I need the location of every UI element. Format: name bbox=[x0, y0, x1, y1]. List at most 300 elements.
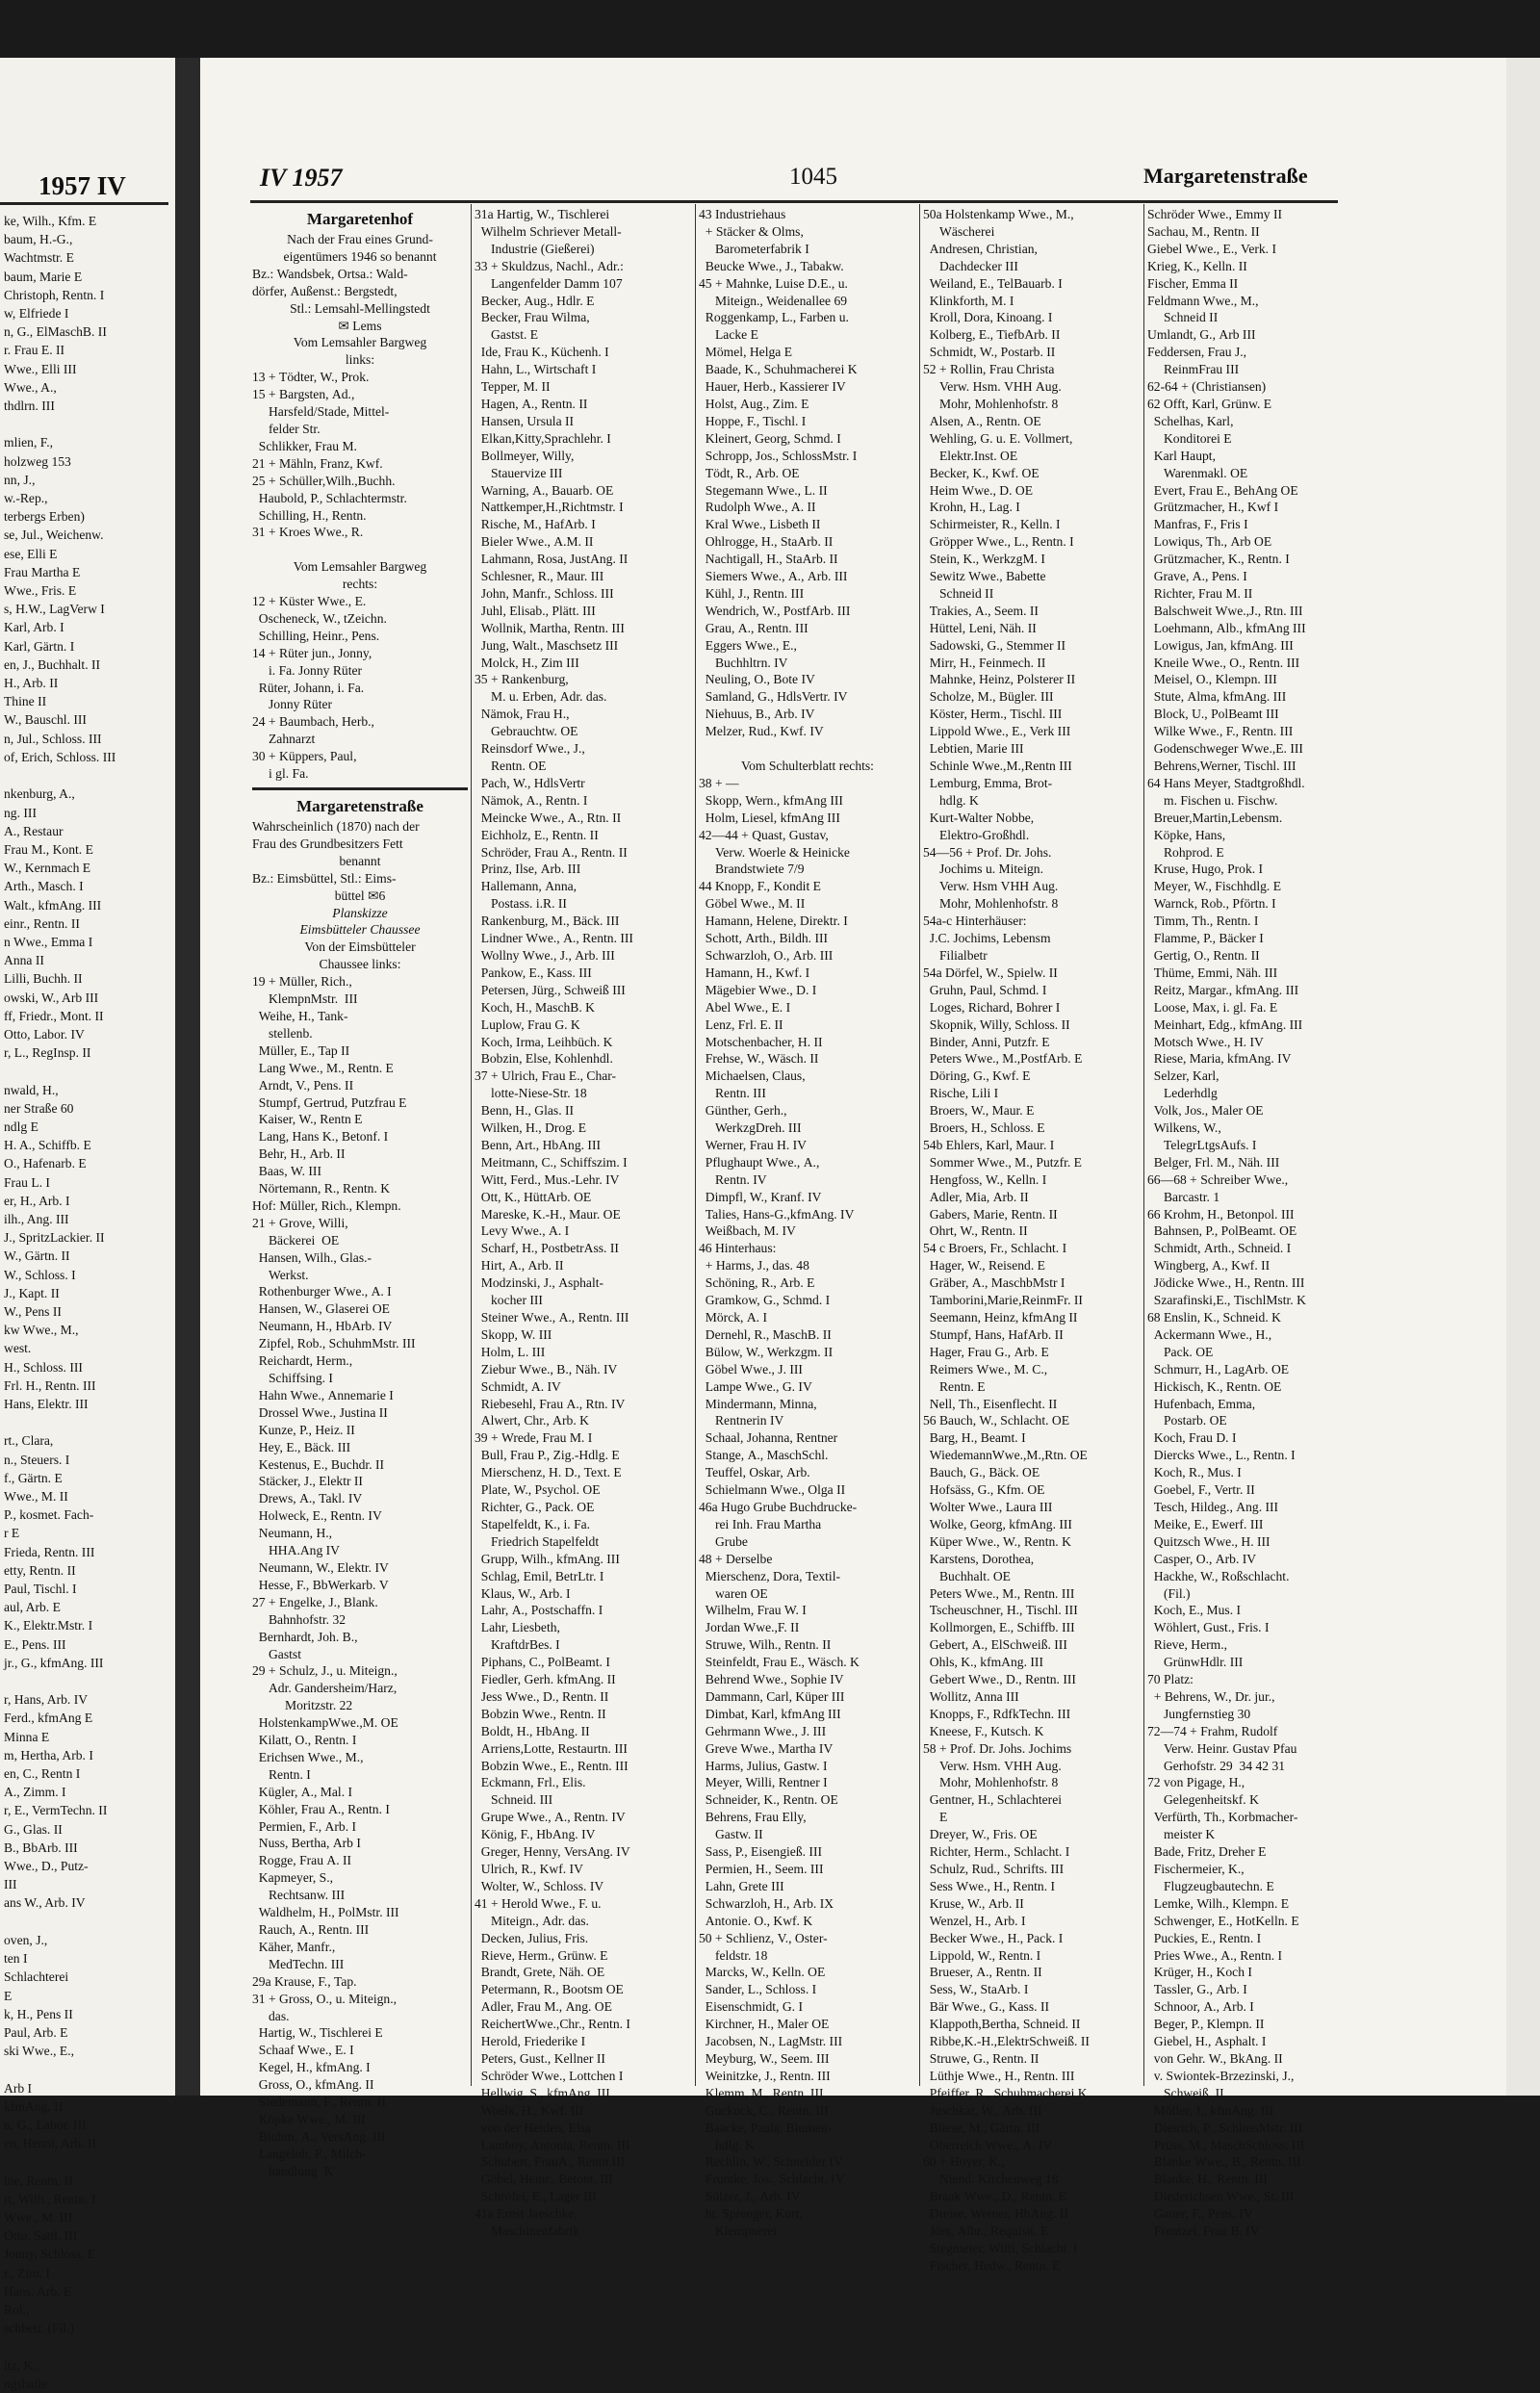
directory-entry: Sommer Wwe., M., Putzfr. E bbox=[923, 1154, 1082, 1170]
left-page-line: nwald, H., bbox=[4, 1082, 59, 1097]
directory-entry: Schwarzloh, H., Arb. IX bbox=[699, 1895, 834, 1911]
directory-entry: lotte-Niese-Str. 18 bbox=[475, 1086, 587, 1101]
directory-entry: rechts: bbox=[342, 577, 378, 592]
directory-entry: 58 + Prof. Dr. Johs. Jochims bbox=[923, 1740, 1072, 1756]
directory-entry: Schneid II bbox=[1147, 310, 1219, 325]
directory-entry: Evert, Frau E., BehAng OE bbox=[1147, 482, 1298, 498]
directory-entry: Bollmeyer, Willy, bbox=[475, 448, 575, 463]
directory-entry: Bülow, W., Werkzgm. II bbox=[699, 1344, 834, 1359]
directory-entry: Friedrich Stapelfeldt bbox=[475, 1533, 600, 1549]
directory-entry: 68 Enslin, K., Schneid. K bbox=[1147, 1310, 1281, 1325]
directory-entry: 50 + Schlienz, V., Oster- bbox=[699, 1930, 828, 1945]
directory-entry: Pankow, E., Kass. III bbox=[475, 965, 592, 980]
directory-entry: Lahmann, Rosa, JustAng. II bbox=[475, 552, 629, 567]
directory-entry: Pack. OE bbox=[1147, 1344, 1214, 1359]
directory-entry: Volk, Jos., Maler OE bbox=[1147, 1103, 1264, 1119]
directory-entry: Fruntke, Jos., Schlacht. IV bbox=[699, 2172, 845, 2187]
directory-entry: Gentner, H., Schlachterei bbox=[923, 1792, 1063, 1808]
directory-entry: Prinz, Ilse, Arb. III bbox=[475, 862, 581, 877]
directory-entry: Stedemann, F., Rentn. II bbox=[252, 2095, 386, 2110]
left-page-line: thdlrn. III bbox=[4, 399, 55, 414]
directory-entry: Chaussee links: bbox=[319, 957, 401, 972]
directory-entry: Peters Wwe., M., Rentn. III bbox=[923, 1585, 1075, 1601]
directory-entry: Günther, Gerh., bbox=[699, 1103, 787, 1119]
directory-entry: Grave, A., Pens. I bbox=[1147, 569, 1247, 584]
directory-entry: Blanke, H., Rentn. III bbox=[1147, 2172, 1268, 2187]
directory-entry: Karl Haupt, bbox=[1147, 448, 1216, 463]
directory-entry: Gastst. E bbox=[475, 327, 539, 343]
directory-entry: Greger, Henny, VersAng. IV bbox=[475, 1844, 630, 1860]
left-page-line: Jonny, Schloss. E bbox=[4, 2247, 96, 2262]
directory-entry: Behrend Wwe., Sophie IV bbox=[699, 1672, 844, 1687]
directory-entry: Marcks, W., Kelln. OE bbox=[699, 1965, 826, 1980]
directory-entry: Abel Wwe., E. I bbox=[699, 999, 791, 1015]
directory-entry: Rechtsanw. III bbox=[252, 1888, 346, 1903]
left-page-line: owski, W., Arb III bbox=[4, 990, 99, 1005]
directory-entry: Meisel, O., Klempn. III bbox=[1147, 672, 1277, 687]
directory-entry: 39 + Wrede, Frau M. I bbox=[475, 1430, 593, 1446]
directory-entry: Rechlin, W., Schneider IV bbox=[699, 2154, 843, 2170]
directory-entry: Hahn Wwe., Annemarie I bbox=[252, 1387, 394, 1402]
column-divider bbox=[1143, 204, 1144, 2086]
directory-entry: Bobzin, Else, Kohlenhdl. bbox=[475, 1051, 613, 1067]
directory-entry: Wolter Wwe., Laura III bbox=[923, 1499, 1053, 1514]
directory-entry: 21 + Grove, Willi, bbox=[252, 1215, 348, 1230]
directory-entry: Lippold Wwe., E., Verk III bbox=[923, 724, 1071, 739]
directory-entry: Kolberg, E., TiefbArb. II bbox=[923, 327, 1061, 343]
directory-entry: Warnck, Rob., Pförtn. I bbox=[1147, 896, 1276, 912]
directory-entry: Gelegenheitskf. K bbox=[1147, 1792, 1259, 1808]
directory-entry: Bahnhofstr. 32 bbox=[252, 1611, 346, 1627]
directory-entry: Wäscherei bbox=[923, 223, 995, 239]
left-page-line bbox=[4, 2152, 173, 2171]
directory-entry: Ulrich, R., Kwf. IV bbox=[475, 1862, 583, 1876]
left-page-line: n, G., Labor. III bbox=[4, 2117, 87, 2132]
directory-entry: Lemburg, Emma, Brot- bbox=[923, 775, 1053, 790]
directory-entry: Weißbach, M. IV bbox=[699, 1223, 796, 1239]
left-page-line: Walt., kfmAng. III bbox=[4, 897, 102, 913]
directory-entry: Schilling, H., Rentn. bbox=[252, 507, 367, 523]
directory-entry: Adler, Mia, Arb. II bbox=[923, 1189, 1029, 1204]
directory-entry: M. u. Erben, Adr. das. bbox=[475, 689, 607, 705]
directory-entry: Wahrscheinlich (1870) nach der bbox=[252, 819, 420, 834]
left-page-line: nn, J., bbox=[4, 472, 36, 487]
directory-entry: Warning, A., Bauarb. OE bbox=[475, 482, 614, 498]
directory-entry: Stein, K., WerkzgM. I bbox=[923, 552, 1045, 567]
directory-entry: Schlesner, R., Maur. III bbox=[475, 569, 604, 584]
directory-entry: Richter, G., Pack. OE bbox=[475, 1499, 595, 1514]
directory-entry: Schneider, K., Rentn. OE bbox=[699, 1792, 838, 1808]
directory-entry: Skopp, W. III bbox=[475, 1326, 552, 1342]
directory-entry: Flugzeugbautechn. E bbox=[1147, 1878, 1274, 1893]
directory-entry: HHA.Ang IV bbox=[252, 1543, 340, 1558]
directory-entry: Kneese, F., Kutsch. K bbox=[923, 1723, 1044, 1738]
directory-entry: Feddersen, Frau J., bbox=[1147, 345, 1247, 360]
directory-entry: Bz.: Eimsbüttel, Stl.: Eims- bbox=[252, 870, 397, 886]
directory-entry: Frau des Grundbesitzers Fett bbox=[252, 836, 403, 851]
left-page-line: Anna II bbox=[4, 953, 44, 968]
directory-entry: Ziebur Wwe., B., Näh. IV bbox=[475, 1361, 618, 1377]
left-page-rule bbox=[0, 202, 168, 205]
left-page-line: west. bbox=[4, 1341, 32, 1356]
directory-entry: Lenz, Frl. E. II bbox=[699, 1016, 783, 1032]
left-page-line: se, Jul., Weichenw. bbox=[4, 527, 104, 543]
directory-entry: 70 Platz: bbox=[1147, 1672, 1194, 1687]
directory-entry: Gruhn, Paul, Schmd. I bbox=[923, 982, 1047, 997]
directory-entry: 54a-c Hinterhäuser: bbox=[923, 913, 1027, 929]
directory-entry: Guckuck, C., Rentn. III bbox=[699, 2102, 829, 2118]
directory-entry: Luplow, Frau G. K bbox=[475, 1016, 580, 1032]
directory-entry: Riebesehl, Frau A., Rtn. IV bbox=[475, 1396, 626, 1411]
directory-entry: Buchhltrn. IV bbox=[699, 655, 788, 670]
directory-entry: Klemm, M., Rentn. III bbox=[699, 2085, 824, 2100]
directory-entry: Schröder Wwe., Lottchen I bbox=[475, 2068, 624, 2083]
directory-entry: Jödicke Wwe., H., Rentn. III bbox=[1147, 1275, 1305, 1291]
directory-entry: Puckies, E., Rentn. I bbox=[1147, 1930, 1262, 1945]
directory-entry: Eimsbütteler Chaussee bbox=[299, 922, 421, 938]
directory-entry: Schulz, Rud., Schrifts. III bbox=[923, 1862, 1065, 1876]
directory-entry: Barcastr. 1 bbox=[1147, 1189, 1220, 1204]
directory-entry: Vom Schulterblatt rechts: bbox=[741, 759, 874, 773]
directory-entry: Krieg, K., Kelln. II bbox=[1147, 258, 1247, 273]
left-page-line: Frieda, Rentn. III bbox=[4, 1544, 95, 1559]
directory-entry: Skopnik, Willy, Schloss. II bbox=[923, 1016, 1070, 1032]
directory-entry: Schelhas, Karl, bbox=[1147, 413, 1234, 428]
directory-entry: Nörtemann, R., Rentn. K bbox=[252, 1181, 391, 1196]
directory-entry: Sewitz Wwe., Babette bbox=[923, 569, 1046, 584]
directory-entry: 27 + Engelke, J., Blank. bbox=[252, 1594, 378, 1609]
directory-entry: Gräber, A., MaschbMstr I bbox=[923, 1275, 1065, 1291]
directory-entry: Stapelfeldt, K., i. Fa. bbox=[475, 1516, 591, 1531]
directory-entry: Wolke, Georg, kfmAng. III bbox=[923, 1516, 1072, 1531]
directory-entry: Hager, Frau G., Arb. E bbox=[923, 1344, 1049, 1359]
directory-entry: Göbel Wwe., J. III bbox=[699, 1361, 803, 1377]
directory-entry: Trakies, A., Seem. II bbox=[923, 603, 1039, 618]
directory-entry: Rohprod. E bbox=[1147, 844, 1224, 860]
directory-entry: Neumann, H., bbox=[252, 1526, 333, 1541]
directory-entry: Permien, F., Arb. I bbox=[252, 1818, 357, 1834]
directory-entry: Schropp, Jos., SchlossMstr. I bbox=[699, 448, 858, 463]
directory-entry: Hickisch, K., Rentn. OE bbox=[1147, 1378, 1282, 1394]
directory-entry: Eggers Wwe., E., bbox=[699, 637, 797, 653]
directory-entry: Lowiqus, Th., Arb OE bbox=[1147, 534, 1272, 550]
directory-entry: Loges, Richard, Bohrer I bbox=[923, 999, 1061, 1015]
directory-entry: Jochims u. Miteign. bbox=[923, 862, 1043, 877]
directory-entry: Bobzin Wwe., E., Rentn. III bbox=[475, 1758, 629, 1773]
directory-entry: Gramkow, G., Schmd. I bbox=[699, 1293, 831, 1308]
directory-entry: Schirmeister, R., Kelln. I bbox=[923, 517, 1061, 532]
directory-entry: Meyer, W., Fischhdlg. E bbox=[1147, 879, 1282, 894]
directory-entry: 46a Hugo Grube Buchdrucke- bbox=[699, 1499, 858, 1514]
directory-entry: Nämok, Frau H., bbox=[475, 707, 570, 722]
directory-entry: Dernehl, R., MaschB. II bbox=[699, 1326, 832, 1342]
directory-entry: Kegel, H., kfmAng. I bbox=[252, 2060, 371, 2075]
directory-entry: Fischer, Emma II bbox=[1147, 275, 1239, 291]
directory-entry: Loehmann, Alb., kfmAng III bbox=[1147, 620, 1306, 635]
left-page-line: ff, Friedr., Mont. II bbox=[4, 1008, 104, 1023]
directory-entry: Schilling, Heinr., Pens. bbox=[252, 628, 380, 643]
directory-entry: Koch, Frau D. I bbox=[1147, 1430, 1237, 1446]
directory-entry: das. bbox=[252, 2008, 290, 2023]
left-page-line: III bbox=[4, 1877, 17, 1892]
directory-entry: Kleinert, Georg, Schmd. I bbox=[699, 430, 841, 446]
directory-entry: Lamboy, Antonia, Rentn. III bbox=[475, 2137, 630, 2152]
directory-entry: Schiffsing. I bbox=[252, 1371, 333, 1385]
directory-entry: Lang Wwe., M., Rentn. E bbox=[252, 1060, 394, 1075]
directory-entry: Rieve, Herm., Grünw. E bbox=[475, 1947, 608, 1963]
left-page-line: Otto, Sattl. III bbox=[4, 2228, 78, 2244]
directory-entry: Vom Lemsahler Bargweg bbox=[293, 335, 427, 350]
directory-entry: Benn, Art., HbAng. III bbox=[475, 1137, 602, 1152]
directory-entry: Motschenbacher, H. II bbox=[699, 1034, 823, 1049]
directory-entry: Wilhelm, Frau W. I bbox=[699, 1603, 807, 1618]
directory-entry: Schmurr, H., LagArb. OE bbox=[1147, 1361, 1290, 1377]
directory-entry: Wilhelm Schriever Metall- bbox=[475, 223, 622, 239]
directory-entry: Nach der Frau eines Grund- bbox=[287, 232, 433, 246]
left-page-line: Wwe., Elli III bbox=[4, 361, 77, 376]
directory-entry: Niehuus, B., Arb. IV bbox=[699, 707, 815, 722]
directory-entry: Bade, Fritz, Dreher E bbox=[1147, 1844, 1267, 1860]
directory-entry: Lippold, W., Rentn. I bbox=[923, 1947, 1041, 1963]
directory-entry: Gauer, F., Pens. IV bbox=[1147, 2206, 1253, 2222]
directory-entry: Erichsen Wwe., M., bbox=[252, 1749, 364, 1764]
directory-entry: Verw. Woerle & Heinicke bbox=[699, 844, 850, 860]
directory-entry: Göbel, Heinr., Betont. III bbox=[475, 2172, 613, 2187]
directory-entry: Kral Wwe., Lisbeth II bbox=[699, 517, 821, 532]
directory-entry: MedTechn. III bbox=[252, 1956, 345, 1971]
left-page-line: Frau L. I bbox=[4, 1174, 50, 1190]
directory-entry: Drews, A., Takl. IV bbox=[252, 1491, 363, 1506]
directory-entry: Elektro-Großhdl. bbox=[923, 827, 1030, 842]
directory-entry: 38 + — bbox=[699, 775, 739, 790]
directory-entry: Behrens,Werner, Tischl. III bbox=[1147, 759, 1296, 773]
directory-entry: 60 + Hoyer, K., bbox=[923, 2154, 1005, 2170]
left-page-line: er, H., Arb. I bbox=[4, 1193, 70, 1208]
directory-entry: Rentn. IV bbox=[699, 1171, 767, 1187]
directory-entry: Rische, Lili I bbox=[923, 1086, 999, 1101]
directory-entry: Verw. Heinr. Gustav Pfau bbox=[1147, 1740, 1297, 1756]
directory-entry: 72—74 + Frahm, Rudolf bbox=[1147, 1723, 1278, 1738]
directory-entry: Oberreich Wwe., A. IV bbox=[923, 2137, 1053, 2152]
directory-entry: Jung, Walt., Maschsetz III bbox=[475, 637, 619, 653]
directory-entry: Lowigus, Jan, kfmAng. III bbox=[1147, 637, 1294, 653]
directory-entry: Harsfeld/Stade, Mittel- bbox=[252, 404, 390, 420]
directory-entry: Hoppe, F., Tischl. I bbox=[699, 413, 807, 428]
directory-entry: 62 Offt, Karl, Grünw. E bbox=[1147, 396, 1272, 411]
left-page-line bbox=[4, 1062, 173, 1080]
column-divider bbox=[695, 204, 696, 2086]
directory-entry: 14 + Rüter jun., Jonny, bbox=[252, 645, 372, 660]
directory-entry: Stegemann Wwe., L. II bbox=[699, 482, 828, 498]
directory-entry: Oscheneck, W., tZeichn. bbox=[252, 610, 387, 626]
directory-entry: Elektr.Inst. OE bbox=[923, 448, 1018, 463]
left-page-header: 1957 IV bbox=[38, 171, 126, 200]
left-page-line: oven, J., bbox=[4, 1932, 48, 1947]
directory-entry: Stl.: Lemsahl-Mellingstedt bbox=[290, 300, 430, 316]
directory-entry: Stäcker, J., Elektr II bbox=[252, 1474, 363, 1489]
directory-entry: Beucke Wwe., J., Tabakw. bbox=[699, 258, 844, 273]
left-page-line: Schlachterei bbox=[4, 1969, 69, 1985]
directory-entry: Dachdecker III bbox=[923, 258, 1018, 273]
directory-entry: 50a Holstenkamp Wwe., M., bbox=[923, 207, 1074, 221]
directory-entry: Neumann, H., HbArb. IV bbox=[252, 1319, 393, 1334]
directory-entry: Knopps, F., RdfkTechn. III bbox=[923, 1706, 1071, 1721]
left-page-line: W., Kernmach E bbox=[4, 861, 91, 876]
directory-entry: Neumann, W., Elektr. IV bbox=[252, 1559, 389, 1575]
left-page-line bbox=[4, 1913, 173, 1931]
left-page-line: einr., Rentn. II bbox=[4, 915, 80, 931]
directory-entry: Dimbat, Karl, kfmAng III bbox=[699, 1706, 841, 1721]
directory-entry: KraftdrBes. I bbox=[475, 1637, 560, 1653]
directory-entry: Sadowski, G., Stemmer II bbox=[923, 637, 1066, 653]
directory-entry: Diederichsen Wwe., St. III bbox=[1147, 2189, 1295, 2204]
left-page-line bbox=[4, 1413, 173, 1431]
left-page-line: ilh., Ang. III bbox=[4, 1211, 69, 1226]
directory-entry: Struwe, G., Rentn. II bbox=[923, 2050, 1040, 2066]
directory-entry: Richter, Frau M. II bbox=[1147, 585, 1253, 601]
directory-entry: Postass. i.R. II bbox=[475, 896, 567, 912]
directory-entry: Mahnke, Heinz, Polsterer II bbox=[923, 672, 1076, 687]
directory-entry: Hesse, F., BbWerkarb. V bbox=[252, 1577, 389, 1592]
directory-entry: Gabers, Marie, Rentn. II bbox=[923, 1206, 1058, 1222]
directory-entry: 31 + Kroes Wwe., R. bbox=[252, 525, 364, 540]
directory-entry: Antonie. O., Kwf. K bbox=[699, 1913, 813, 1928]
directory-entry: Haubold, P., Schlachtermstr. bbox=[252, 490, 407, 505]
directory-entry: Rentn. E bbox=[923, 1378, 986, 1394]
left-page-line: ke, Wilh., Kfm. E bbox=[4, 214, 97, 228]
directory-entry: 13 + Tödter, W., Prok. bbox=[252, 370, 370, 385]
directory-entry: Schmidt, W., Postarb. II bbox=[923, 345, 1056, 360]
directory-entry: TelegrLtgsAufs. I bbox=[1147, 1137, 1257, 1152]
left-page-line: n, Jul., Schloss. III bbox=[4, 731, 102, 746]
directory-entry: Kruse, Hugo, Prok. I bbox=[1147, 862, 1264, 877]
directory-entry: 31a Hartig, W., Tischlerei bbox=[475, 207, 610, 221]
directory-entry: Steinfeldt, Frau E., Wäsch. K bbox=[699, 1655, 860, 1670]
directory-entry: Meyer, Willi, Rentner I bbox=[699, 1775, 828, 1790]
left-page-line: Ferd., kfmAng E bbox=[4, 1711, 93, 1726]
directory-entry: ht. Sprenger, Kurt, bbox=[699, 2206, 803, 2222]
directory-entry: 54—56 + Prof. Dr. Johs. bbox=[923, 844, 1052, 860]
directory-entry: Braak Wwe., D., Rentn. E bbox=[923, 2189, 1067, 2204]
directory-entry: Hengfoss, W., Kelln. I bbox=[923, 1171, 1047, 1187]
directory-entry: Rüter, Johann, i. Fa. bbox=[252, 680, 365, 695]
directory-entry: Eisenschmidt, G. I bbox=[699, 1999, 803, 2015]
directory-entry: Bluhm, A., VersAng. III bbox=[252, 2128, 386, 2144]
directory-entry: Sass, P., Eisengieß. III bbox=[699, 1844, 822, 1860]
directory-entry: Baade, K., Schuhmacherei K bbox=[699, 362, 858, 377]
directory-entry: Bär Wwe., G., Kass. II bbox=[923, 1999, 1049, 2015]
directory-entry: Kroll, Dora, Kinoang. I bbox=[923, 310, 1053, 325]
directory-entry: Koch, R., Mus. I bbox=[1147, 1465, 1242, 1480]
directory-entry: Belger, Frl. M., Näh. III bbox=[1147, 1154, 1280, 1170]
left-page-line: Lilli, Buchh. II bbox=[4, 971, 83, 987]
directory-entry: Nattkemper,H.,Richtmstr. I bbox=[475, 500, 624, 515]
directory-entry: hdlg. K bbox=[699, 2137, 755, 2152]
left-page-line: terbergs Erben) bbox=[4, 509, 85, 525]
directory-entry: Krüger, H., Koch I bbox=[1147, 1965, 1252, 1980]
directory-entry: Piphans, C., PolBeamt. I bbox=[475, 1655, 610, 1670]
directory-entry: Mierschenz, H. D., Text. E bbox=[475, 1465, 622, 1480]
directory-entry: Diercks Wwe., L., Rentn. I bbox=[1147, 1448, 1296, 1463]
column-divider bbox=[919, 204, 920, 2086]
directory-entry: Hager, W., Reisend. E bbox=[923, 1258, 1045, 1274]
left-page-line: baum, Marie E bbox=[4, 269, 83, 284]
directory-entry: hdlg. K bbox=[923, 792, 979, 808]
directory-entry: Reitz, Margar., kfmAng. III bbox=[1147, 982, 1299, 997]
directory-entry: Küper Wwe., W., Rentn. K bbox=[923, 1533, 1071, 1549]
directory-entry: Petermann, R., Bootsm OE bbox=[475, 1982, 624, 1997]
directory-entry: GrünwHdlr. III bbox=[1147, 1655, 1244, 1670]
directory-entry: Tesch, Hildeg., Ang. III bbox=[1147, 1499, 1279, 1514]
directory-entry: Verfürth, Th., Korbmacher- bbox=[1147, 1810, 1298, 1825]
directory-entry: Binder, Anni, Putzfr. E bbox=[923, 1034, 1050, 1049]
directory-entry: Giebel Wwe., E., Verk. I bbox=[1147, 241, 1276, 256]
directory-entry: Seemann, Heinz, kfmAng II bbox=[923, 1310, 1078, 1325]
directory-entry: Jonny Rüter bbox=[252, 697, 333, 712]
directory-entry: Brueser, A., Rentn. II bbox=[923, 1965, 1042, 1980]
directory-entry: HolstenkampWwe.,M. OE bbox=[252, 1715, 398, 1731]
directory-entry: Frehse, W., Wäsch. II bbox=[699, 1051, 819, 1067]
left-page-line: B., BbArb. III bbox=[4, 1840, 78, 1855]
directory-entry: 29 + Schulz, J., u. Miteign., bbox=[252, 1663, 398, 1679]
left-page-line: Paul, Arb. E bbox=[4, 2024, 68, 2040]
directory-entry: Schmidt, A. IV bbox=[475, 1378, 561, 1394]
directory-entry: Steiner Wwe., A., Rentn. III bbox=[475, 1310, 629, 1325]
directory-entry: 52 + Rollin, Frau Christa bbox=[923, 362, 1055, 377]
directory-entry: Juhl, Elisab., Plätt. III bbox=[475, 603, 596, 618]
directory-entry: Boldt, H., HbAng. II bbox=[475, 1723, 590, 1738]
directory-entry: Wöhlert, Gust., Fris. I bbox=[1147, 1620, 1270, 1635]
left-page-line: en, C., Rentn I bbox=[4, 1766, 81, 1782]
directory-entry: Industrie (Gießerei) bbox=[475, 241, 595, 256]
directory-entry: Müller, E., Tap II bbox=[252, 1042, 350, 1058]
directory-entry: 31 + Gross, O., u. Miteign., bbox=[252, 1991, 398, 2006]
directory-entry: Schaaf Wwe., E. I bbox=[252, 2043, 354, 2058]
directory-column-1 bbox=[252, 206, 468, 2180]
directory-entry: Meyburg, W., Seem. III bbox=[699, 2050, 830, 2066]
directory-entry: Mareske, K.-H., Maur. OE bbox=[475, 1206, 621, 1222]
left-page-line: W., Gärtn. II bbox=[4, 1248, 70, 1264]
left-page-line: J., Kapt. II bbox=[4, 1285, 60, 1300]
left-page-line: W., Bauschl. III bbox=[4, 712, 87, 728]
directory-entry: Wollnik, Martha, Rentn. III bbox=[475, 620, 625, 635]
directory-entry: 56 Bauch, W., Schlacht. OE bbox=[923, 1413, 1070, 1428]
directory-entry: Möller, J., kfmAng. III bbox=[1147, 2102, 1274, 2118]
directory-entry: Dreise, Werner, HbAng. II bbox=[923, 2206, 1068, 2222]
street-name-header: Margaretenstraße bbox=[1143, 164, 1308, 188]
directory-entry: Sander, L., Schloss. I bbox=[699, 1982, 817, 1997]
directory-entry: Permien, H., Seem. III bbox=[699, 1862, 824, 1876]
directory-entry: eigentümers 1946 so benannt bbox=[283, 248, 437, 264]
left-page-line: n., Steuers. I bbox=[4, 1452, 70, 1467]
directory-entry: 64 Hans Meyer, Stadtgroßhdl. bbox=[1147, 775, 1305, 790]
directory-entry: 30 + Küppers, Paul, bbox=[252, 749, 357, 764]
left-page-line: Arb I bbox=[4, 2080, 33, 2096]
directory-entry: Langeloh, F., Milch- bbox=[252, 2146, 367, 2161]
directory-entry bbox=[699, 740, 916, 758]
directory-entry: Stauervize III bbox=[475, 465, 563, 480]
directory-entry: Hallemann, Anna, bbox=[475, 879, 578, 894]
directory-entry: 48 + Derselbe bbox=[699, 1551, 773, 1566]
directory-entry: Gebrauchtw. OE bbox=[475, 724, 578, 739]
directory-entry: Stange, A., MaschSchl. bbox=[699, 1448, 829, 1463]
directory-entry: Hamann, H., Kwf. I bbox=[699, 965, 810, 980]
directory-entry: Godenschweger Wwe.,E. III bbox=[1147, 741, 1303, 757]
left-page-line: baum, H.-G., bbox=[4, 232, 73, 247]
left-page-line: E., Pens. III bbox=[4, 1636, 66, 1652]
directory-entry: Greve Wwe., Martha IV bbox=[699, 1740, 834, 1756]
directory-entry: Hahn, L., Wirtschaft I bbox=[475, 362, 597, 377]
